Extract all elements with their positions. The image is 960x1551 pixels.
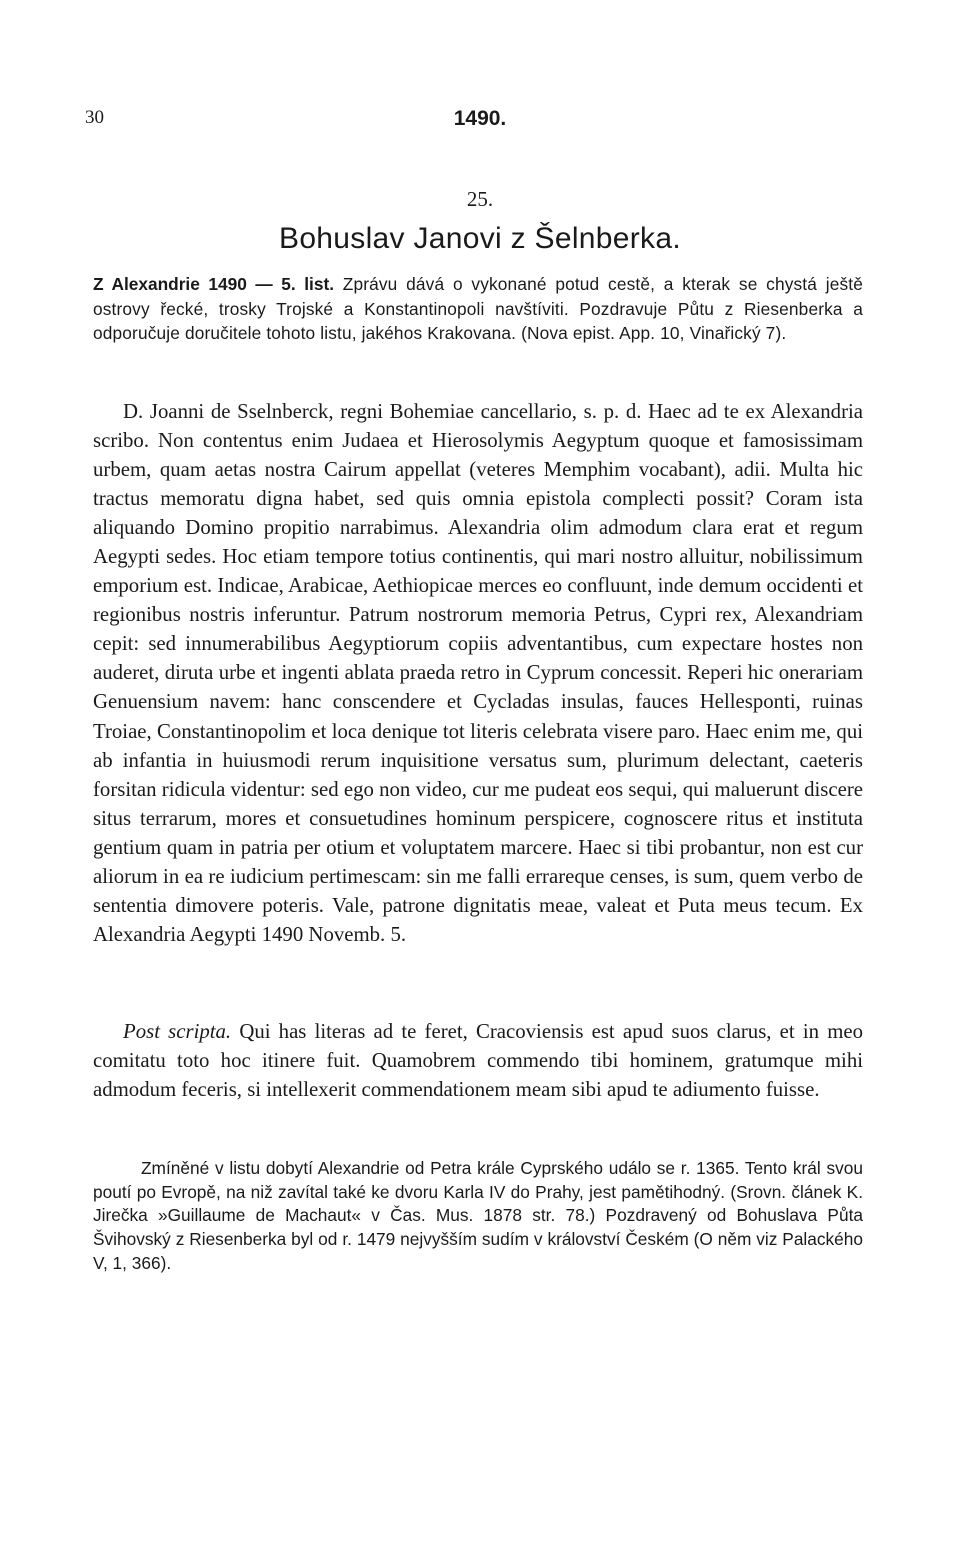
postscript (93, 1017, 863, 1104)
running-head: 1490. (453, 107, 507, 130)
summary-text: Zprávu dává o vykonané potud cestě, a kterak se chystá ještě ostrovy řecké, trosky Trojské a Konstantinopoli navštíviti. Pozdravuje Půtu z Riesenberka a odporučuje doručitele tohoto listu, jakéhos Krakovana. (Nova epist. App. 10, Vinařický 7). (93, 274, 863, 344)
letter-title: Bohuslav Janovi z Šelnberka. (279, 222, 681, 255)
page-number: 30 (85, 107, 104, 128)
letter-summary (93, 272, 863, 346)
summary-lead: Z Alexandrie 1490 — 5. list. (93, 274, 335, 294)
postscript-label: Post scripta. (123, 1020, 232, 1043)
postscript-text: Qui has literas ad te feret, Cracoviensis est apud suos clarus, et in meo comitatu toto hoc itinere fuit. Quamobrem commendo tibi hominem, gratumque mihi admodum feceris, si intellexerit commendationem meam sibi apud te adiumento fuisse. (93, 1020, 863, 1102)
postscript-paragraph (93, 1017, 863, 1104)
footnote: Zmíněné v listu dobytí Alexandrie od Petra krále Cyprského událo se r. 1365. Tento král svou poutí po Evropě, na niž zavítal také ke dvoru Karla IV do Prahy, jest pamětihodný. (Srovn. článek K. Jirečka »Guillaume de Machaut« v Čas. Mus. 1878 str. 78.) Pozdravený od Bohuslava Půta Švihovský z Riesenberka byl od r. 1479 nejvyšším sudím v království Českém (O něm viz Palackého V, 1, 366). (93, 1158, 863, 1273)
latin-letter-text (93, 397, 863, 949)
letter-body: D. Joanni de Sselnberck, regni Bohemiae cancellario, s. p. d. Haec ad te ex Alexandria scribo. Non contentus enim Judaea et Hierosolymis Aegyptum quoque et famosissimam urbem, quam aetas nostra Cairum appellat (veteres Memphim vocabant), adii. Multa hic tractus memoratu digna habet, sed quis omnia epistola complecti possit? Coram ista aliquando Domino propitio narrabimus. Alexandria olim admodum clara erat et regum Aegypti sedes. Hoc etiam tempore totius continentis, qui mari nostro alluitur, nobilissimum emporium est. Indicae, Arabicae, Aethiopicae merces eo confluunt, inde demum occidenti et regionibus nostris inferuntur. Patrum nostrorum memoria Petrus, Cypri rex, Alexandriam cepit: sed innumerabilibus Aegyptiorum copiis adventantibus, cum expectare hostes non auderet, diruta urbe et ingenti ablata praeda retro in Cyprum concessit. Reperi hic onerariam Genuensium navem: hanc conscendere et Cycladas insulas, fauces Hellesponti, ruinas Troiae, Constantinopolim et loca denique tot literis celebrata visere paro. Haec enim me, qui ab infantia in huiusmodi rerum inquisitione versatus sum, plurimum delectant, caeteris forsitan ridicula videntur: sed ego non video, cur me pudeat eos sequi, qui maluerunt discere situs terrarum, mores et consuetudines hominum perspicere, cognoscere ritus et instituta gentium quam in patria per otium et voluptatem marcere. Haec si tibi probantur, non est cur aliorum in ea re iudicium pertimescam: sin me falli errareque censes, is sum, quem verbo de sententia dimovere poteris. Vale, patrone dignitatis meae, valeat et Puta meus tecum. Ex Alexandria Aegypti 1490 Novemb. 5. (93, 400, 863, 946)
letter-number: 25. (466, 187, 494, 211)
